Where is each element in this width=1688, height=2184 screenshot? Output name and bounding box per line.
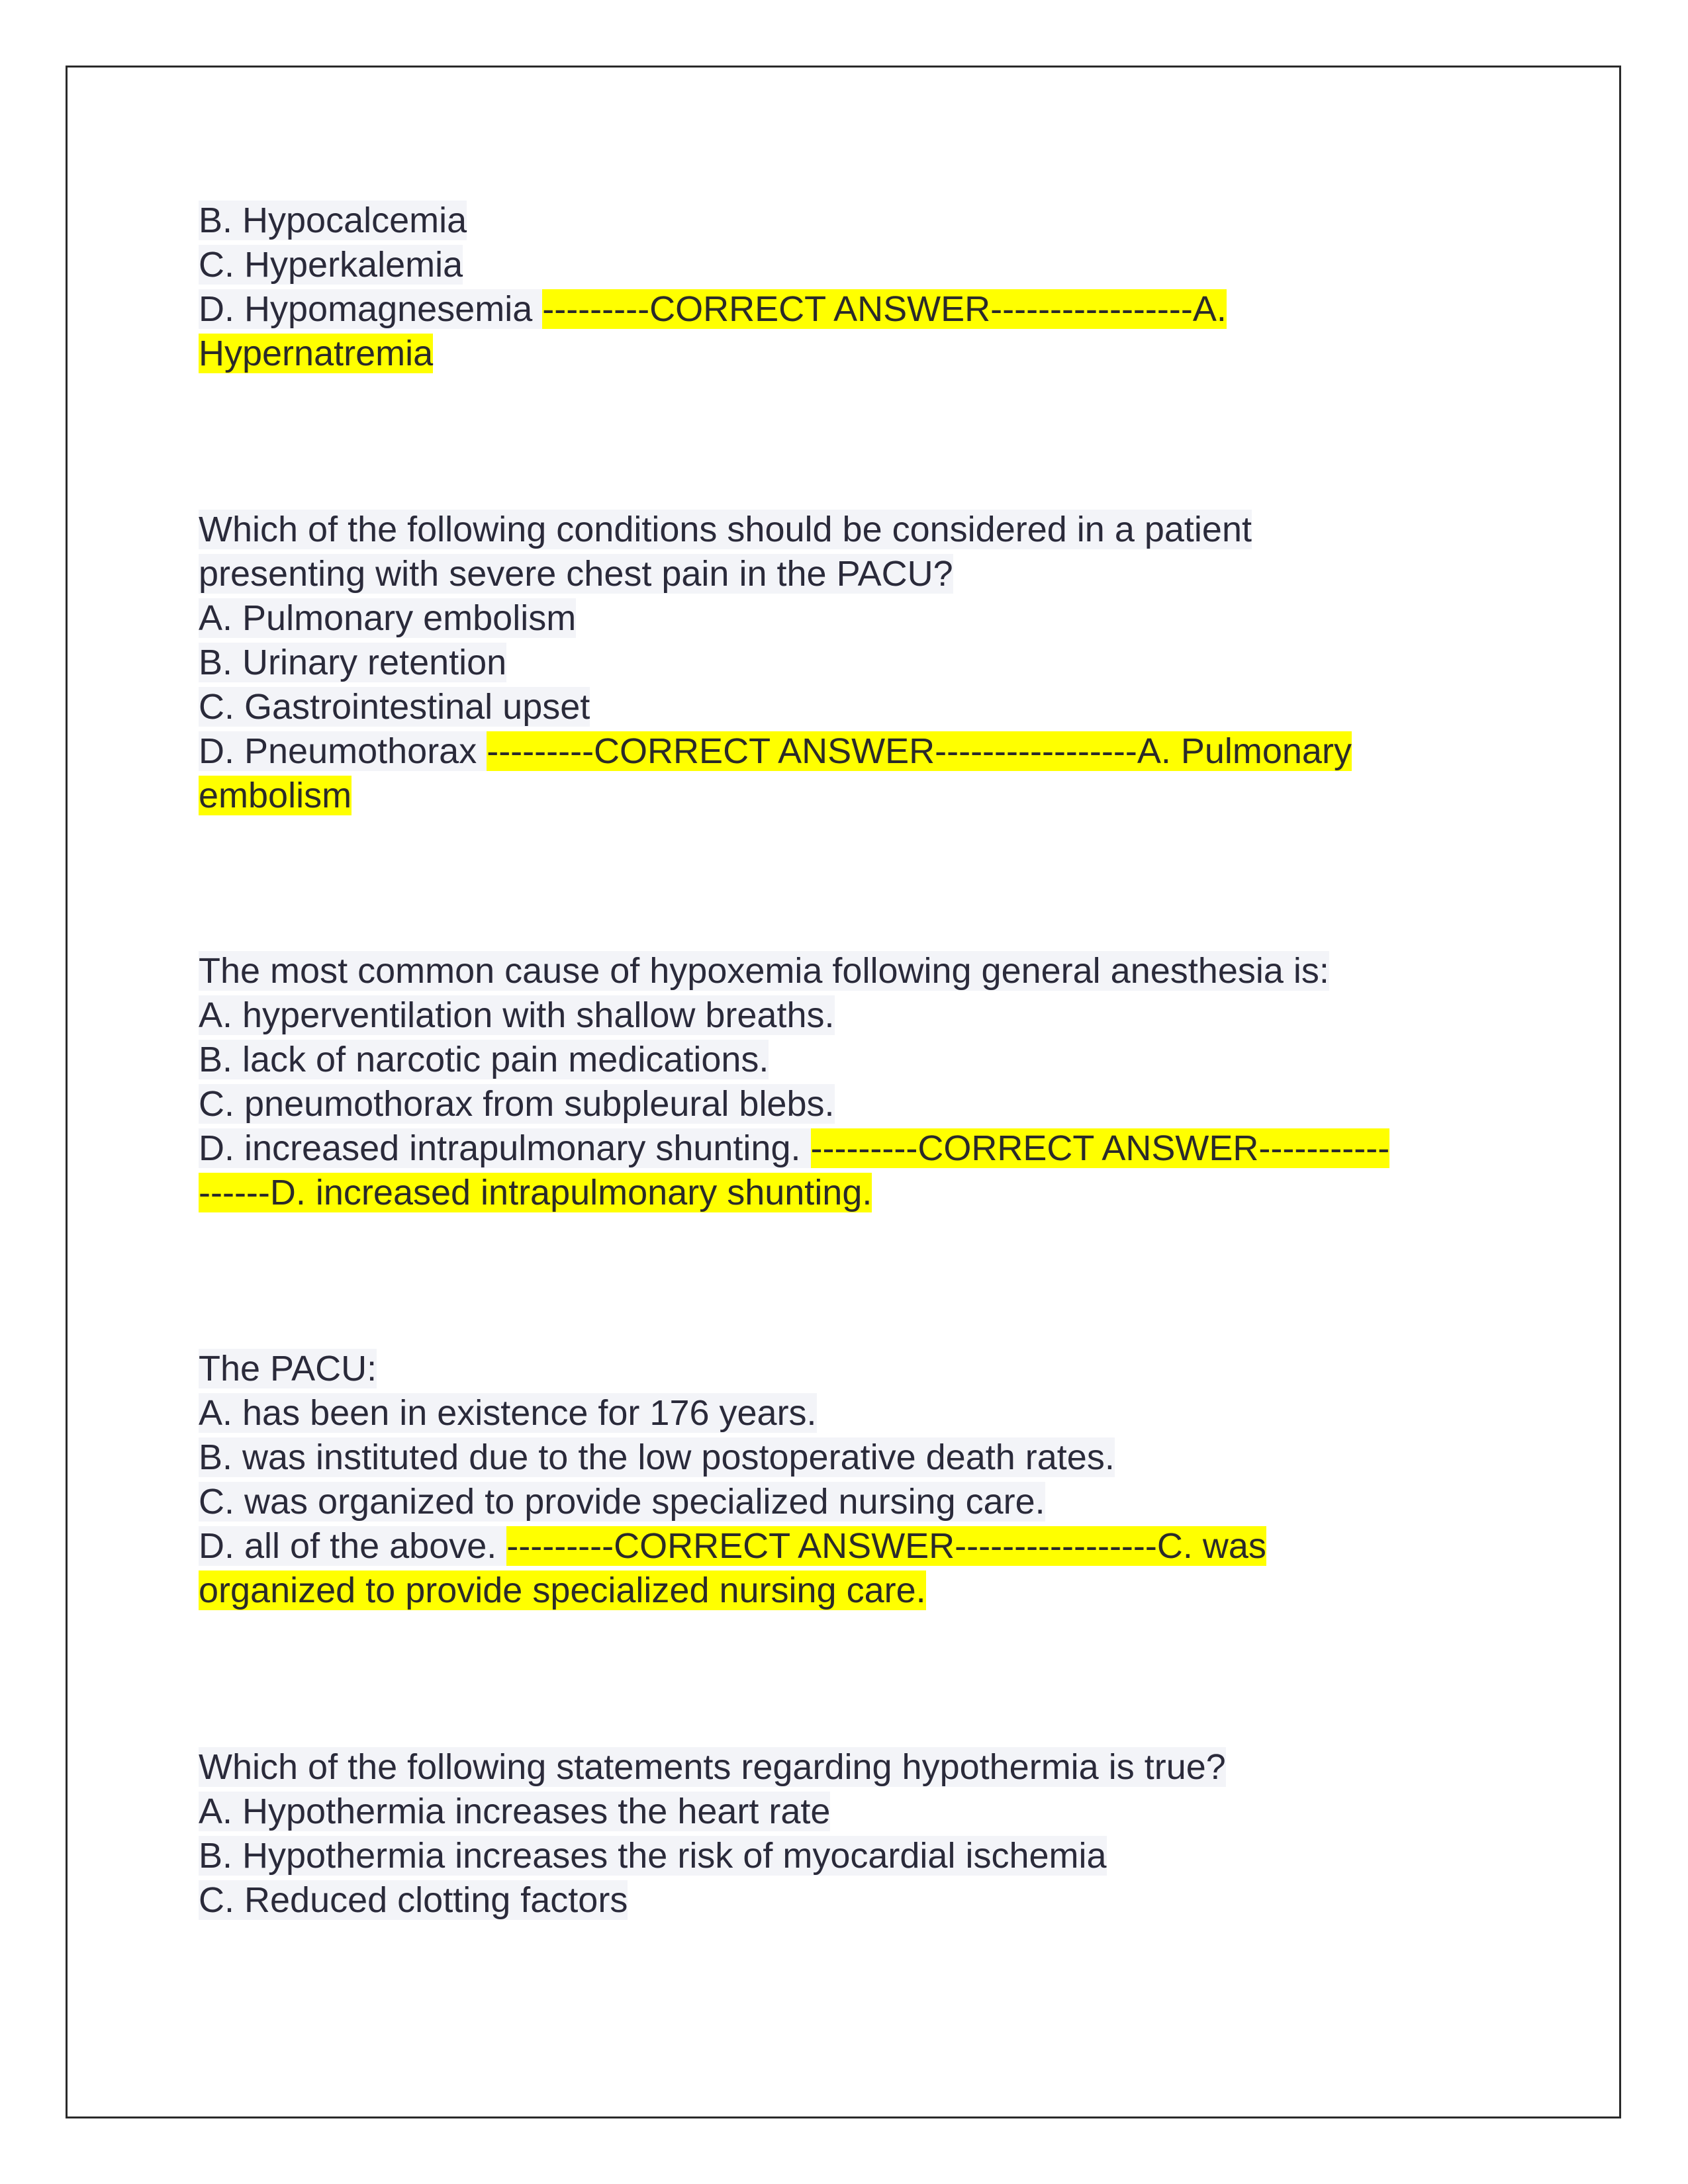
correct-answer-highlight: embolism xyxy=(199,776,352,815)
answer-option: B. Hypocalcemia xyxy=(199,201,467,240)
question-block-2 xyxy=(199,508,1489,818)
question-text: The PACU: xyxy=(199,1349,377,1388)
correct-answer-highlight: ------D. increased intrapulmonary shunting. xyxy=(199,1173,872,1212)
answer-option: B. lack of narcotic pain medications. xyxy=(199,1040,769,1079)
question-block-4 xyxy=(199,1347,1489,1613)
answer-option: D. increased intrapulmonary shunting. ---------CORRECT ANSWER----------- xyxy=(199,1128,1390,1168)
answer-option: A. has been in existence for 176 years. xyxy=(199,1393,817,1433)
answer-option: C. was organized to provide specialized nursing care. xyxy=(199,1482,1045,1522)
answer-option: A. hyperventilation with shallow breaths. xyxy=(199,995,835,1035)
answer-option: C. Hyperkalemia xyxy=(199,245,463,285)
answer-option: C. Gastrointestinal upset xyxy=(199,687,590,727)
answer-option: D. Hypomagnesemia ---------CORRECT ANSWER-----------------A. xyxy=(199,289,1227,329)
answer-option: A. Pulmonary embolism xyxy=(199,598,577,638)
correct-answer-highlight: organized to provide specialized nursing care. xyxy=(199,1570,926,1610)
question-block-3 xyxy=(199,949,1489,1215)
correct-answer-highlight: ---------CORRECT ANSWER-----------------C. was xyxy=(506,1526,1266,1566)
answer-option: C. Reduced clotting factors xyxy=(199,1880,628,1920)
answer-option: A. Hypothermia increases the heart rate xyxy=(199,1792,831,1831)
question-block-1 xyxy=(199,199,1489,376)
answer-option: D. all of the above. ---------CORRECT ANSWER-----------------C. was xyxy=(199,1526,1266,1566)
question-block-5 xyxy=(199,1745,1489,1923)
question-text: The most common cause of hypoxemia following general anesthesia is: xyxy=(199,951,1329,991)
answer-option: B. Hypothermia increases the risk of myocardial ischemia xyxy=(199,1836,1107,1876)
correct-answer-line xyxy=(199,1569,1489,1613)
correct-answer-highlight: ---------CORRECT ANSWER-----------------A. xyxy=(542,289,1227,329)
answer-option: B. was instituted due to the low postoperative death rates. xyxy=(199,1437,1115,1477)
correct-answer-line xyxy=(199,332,1489,376)
answer-option: B. Urinary retention xyxy=(199,643,507,682)
answer-option: D. Pneumothorax ---------CORRECT ANSWER-----------------A. Pulmonary xyxy=(199,731,1352,771)
question-text: Which of the following conditions should be considered in a patient xyxy=(199,510,1252,549)
correct-answer-highlight: Hypernatremia xyxy=(199,334,434,373)
question-text: Which of the following statements regarding hypothermia is true? xyxy=(199,1747,1226,1787)
correct-answer-highlight: ---------CORRECT ANSWER----------- xyxy=(810,1128,1390,1168)
correct-answer-highlight: ---------CORRECT ANSWER-----------------A. Pulmonary xyxy=(487,731,1352,771)
question-text: presenting with severe chest pain in the PACU? xyxy=(199,554,953,594)
correct-answer-line xyxy=(199,774,1489,818)
answer-option: C. pneumothorax from subpleural blebs. xyxy=(199,1084,835,1124)
correct-answer-line xyxy=(199,1171,1489,1215)
